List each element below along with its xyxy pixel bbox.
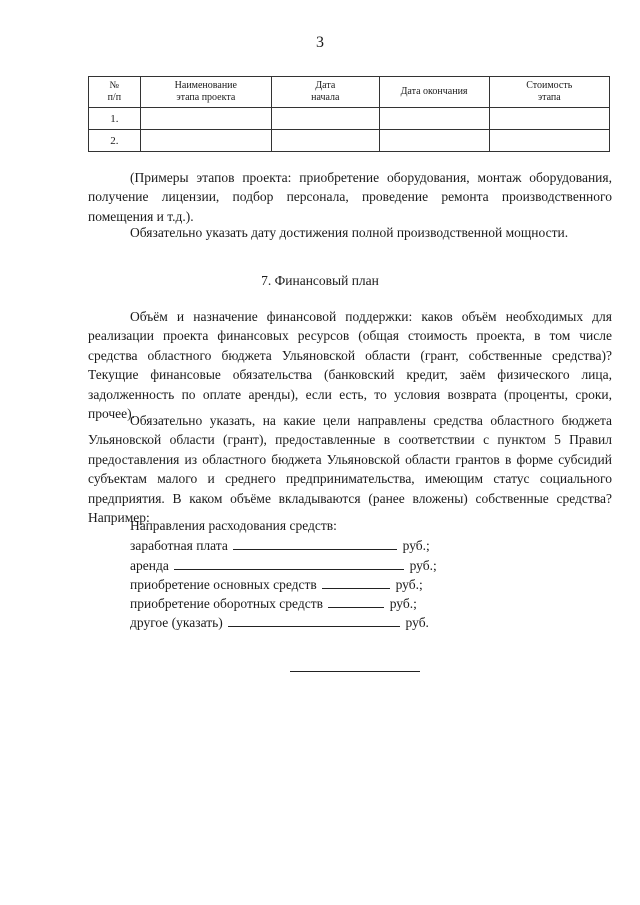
expense-line-fixed-assets	[130, 575, 423, 594]
cell-start-date	[271, 108, 379, 130]
expense-label: аренда	[130, 558, 169, 573]
currency-unit: руб.;	[395, 577, 423, 592]
cell-stage-name	[140, 108, 271, 130]
table-header-row	[89, 77, 610, 108]
page-number: 3	[316, 34, 324, 51]
header-end-date: Дата окончания	[379, 77, 489, 108]
header-start-date: Дата начала	[271, 77, 379, 108]
expense-label: другое (указать)	[130, 615, 223, 630]
blank-field-line	[228, 614, 400, 627]
blank-field-line	[233, 537, 397, 550]
currency-unit: руб.;	[402, 538, 430, 553]
cell-stage-name	[140, 130, 271, 152]
cell-end-date	[379, 130, 489, 152]
blank-field-line	[322, 576, 390, 589]
expense-line-other	[130, 613, 429, 632]
currency-unit: руб.	[405, 615, 429, 630]
cell-start-date	[271, 130, 379, 152]
expense-line-current-assets	[130, 594, 417, 613]
section-title: 7. Финансовый план	[261, 273, 379, 288]
end-divider	[290, 671, 420, 672]
row-number: 1.	[89, 108, 141, 130]
expense-label: приобретение оборотных средств	[130, 596, 323, 611]
finance-volume-paragraph: Объём и назначение финансовой поддержки: каков объём необходимых для реализации проекта финансовых ресурсов (общая стоимость проекта, в том числе средства областного бюджета Ульяновской области (грант, собственные средства)? Текущие финансовые обязательства (банковский кредит, заём физического лица, задолженность по оплате аренды), если есть, то условия возврата (проценты, сроки, прочее).	[88, 309, 612, 422]
header-number: № п/п	[89, 77, 141, 108]
expense-label: заработная плата	[130, 538, 228, 553]
expense-label: приобретение основных средств	[130, 577, 317, 592]
examples-paragraph: (Примеры этапов проекта: приобретение оборудования, монтаж оборудования, получение лицензии, подбор персонала, проведение ремонта производственного помещения и т.д.).	[88, 170, 612, 224]
expenses-title: Направления расходования средств:	[130, 518, 337, 533]
header-stage-name: Наименование этапа проекта	[140, 77, 271, 108]
header-stage-cost: Стоимость этапа	[489, 77, 609, 108]
table-row	[89, 108, 610, 130]
cell-end-date	[379, 108, 489, 130]
expense-line-rent	[130, 556, 437, 575]
finance-goals-paragraph: Обязательно указать, на какие цели направлены средства областного бюджета Ульяновской области (грант), предоставленные в соответствии с пунктом 5 Правил предоставления из областного бюджета Ульяновской области грантов в форме субсидий субъектам малого и среднего предпринимательства, имеющим статус социального предприятия. В каком объёме вкладываются (ранее вложены) собственные средства? Например:	[88, 413, 612, 526]
table-row	[89, 130, 610, 152]
currency-unit: руб.;	[409, 558, 437, 573]
cell-stage-cost	[489, 108, 609, 130]
row-number: 2.	[89, 130, 141, 152]
project-stages-table	[88, 76, 610, 152]
currency-unit: руб.;	[389, 596, 417, 611]
blank-field-line	[328, 595, 384, 608]
required-date-paragraph: Обязательно указать дату достижения полной производственной мощности.	[130, 225, 569, 240]
expense-line-salary	[130, 536, 430, 555]
cell-stage-cost	[489, 130, 609, 152]
blank-field-line	[174, 557, 404, 570]
